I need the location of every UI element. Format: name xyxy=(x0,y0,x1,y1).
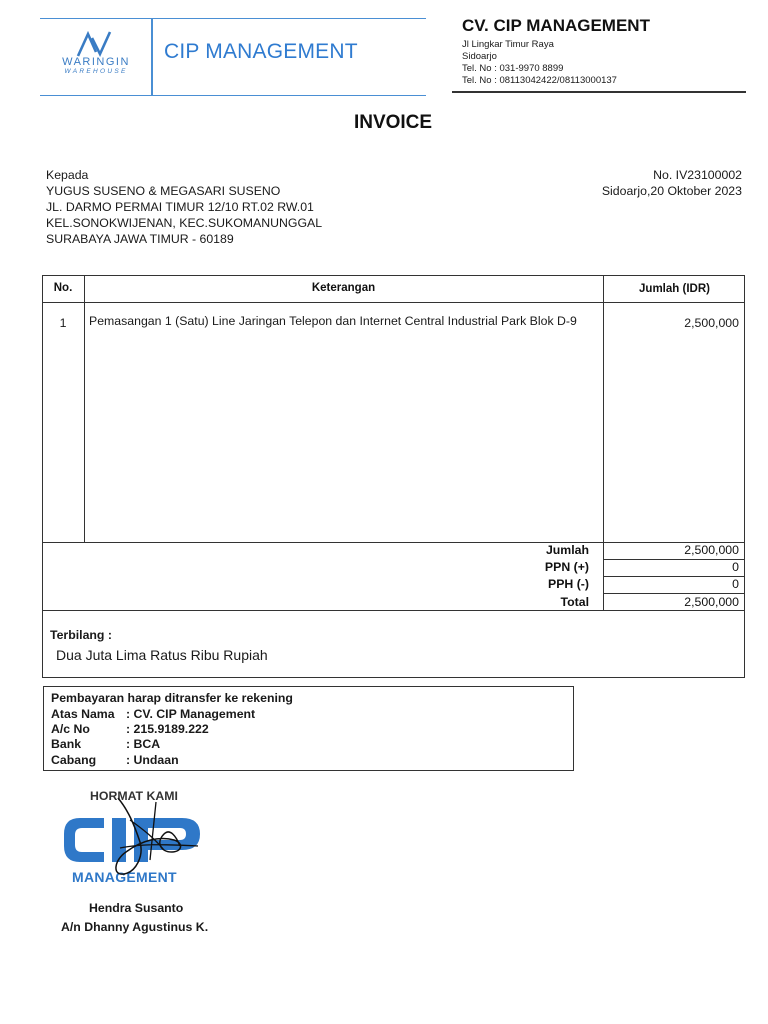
company-address-line2: Sidoarjo xyxy=(462,51,497,62)
table-header-rule xyxy=(42,302,745,303)
row-no: 1 xyxy=(59,316,67,330)
payment-label-bank: Bank xyxy=(51,737,82,751)
payment-value-name: : CV. CIP Management xyxy=(126,707,256,721)
logo-divider xyxy=(151,18,153,96)
invoice-title: INVOICE xyxy=(353,112,433,133)
payment-label-name: Atas Nama xyxy=(51,707,115,721)
payment-value-bank: : BCA xyxy=(126,737,161,751)
company-address-line1: Jl Lingkar Timur Raya xyxy=(462,39,554,50)
recipient-address1: JL. DARMO PERMAI TIMUR 12/10 RT.02 RW.01 xyxy=(46,200,314,214)
total-value: 2,500,000 xyxy=(684,595,739,609)
summary-rule-3 xyxy=(603,593,745,594)
ppn-value: 0 xyxy=(732,560,739,574)
recipient-address2: KEL.SONOKWIJENAN, KEC.SUKOMANUNGGAL xyxy=(46,216,323,230)
header-no: No. xyxy=(53,282,73,294)
recipient-name: YUGUS SUSENO & MEGASARI SUSENO xyxy=(46,184,281,198)
recipient-address3: SURABAYA JAWA TIMUR - 60189 xyxy=(46,232,234,246)
terbilang-label: Terbilang : xyxy=(50,628,112,642)
payment-value-branch: : Undaan xyxy=(126,753,179,767)
payment-label-account: A/c No xyxy=(51,722,90,736)
header-description: Keterangan xyxy=(311,282,376,294)
pph-value: 0 xyxy=(732,577,739,591)
invoice-date: Sidoarjo,20 Oktober 2023 xyxy=(601,184,742,198)
payment-label-branch: Cabang xyxy=(51,753,97,767)
company-rule xyxy=(452,91,746,93)
subtotal-value: 2,500,000 xyxy=(684,543,739,557)
items-table xyxy=(42,275,745,678)
company-phone: Tel. No : 031-9970 8899 xyxy=(462,63,564,74)
brand-name: CIP MANAGEMENT xyxy=(164,40,358,63)
col-divider-no xyxy=(84,275,85,543)
row-amount: 2,500,000 xyxy=(684,316,739,330)
header-amount: Jumlah (IDR) xyxy=(639,283,710,295)
waringin-logo-icon xyxy=(76,30,116,58)
subtotal-label: Jumlah xyxy=(545,543,589,557)
pph-label: PPH (-) xyxy=(548,577,589,591)
ppn-label: PPN (+) xyxy=(544,560,589,574)
company-phone2: Tel. No : 08113042422/08113000137 xyxy=(462,75,617,86)
terbilang-text: Dua Juta Lima Ratus Ribu Rupiah xyxy=(56,647,268,663)
payment-title: Pembayaran harap ditransfer ke rekening xyxy=(51,691,293,705)
payment-value-account: : 215.9189.222 xyxy=(126,722,209,736)
signer-behalf: A/n Dhanny Agustinus K. xyxy=(61,920,209,934)
brand-logo-line2: WAREHOUSE xyxy=(64,68,128,75)
signature-icon xyxy=(100,790,210,885)
invoice-number: No. IV23100002 xyxy=(653,168,742,182)
brand-logo-line1: WARINGIN xyxy=(62,56,130,68)
row-description: Pemasangan 1 (Satu) Line Jaringan Telepon dan Internet Central Industrial Park Blok D-9 xyxy=(89,314,577,328)
closing-text: HORMAT KAMI xyxy=(90,789,178,803)
recipient-label: Kepada xyxy=(46,168,89,182)
company-name: CV. CIP MANAGEMENT xyxy=(462,16,650,35)
signer-name: Hendra Susanto xyxy=(89,901,184,915)
col-divider-amount xyxy=(603,275,604,611)
summary-bottom-rule xyxy=(42,610,745,611)
cip-logo-text: MANAGEMENT xyxy=(72,869,177,885)
total-label: Total xyxy=(560,595,589,609)
